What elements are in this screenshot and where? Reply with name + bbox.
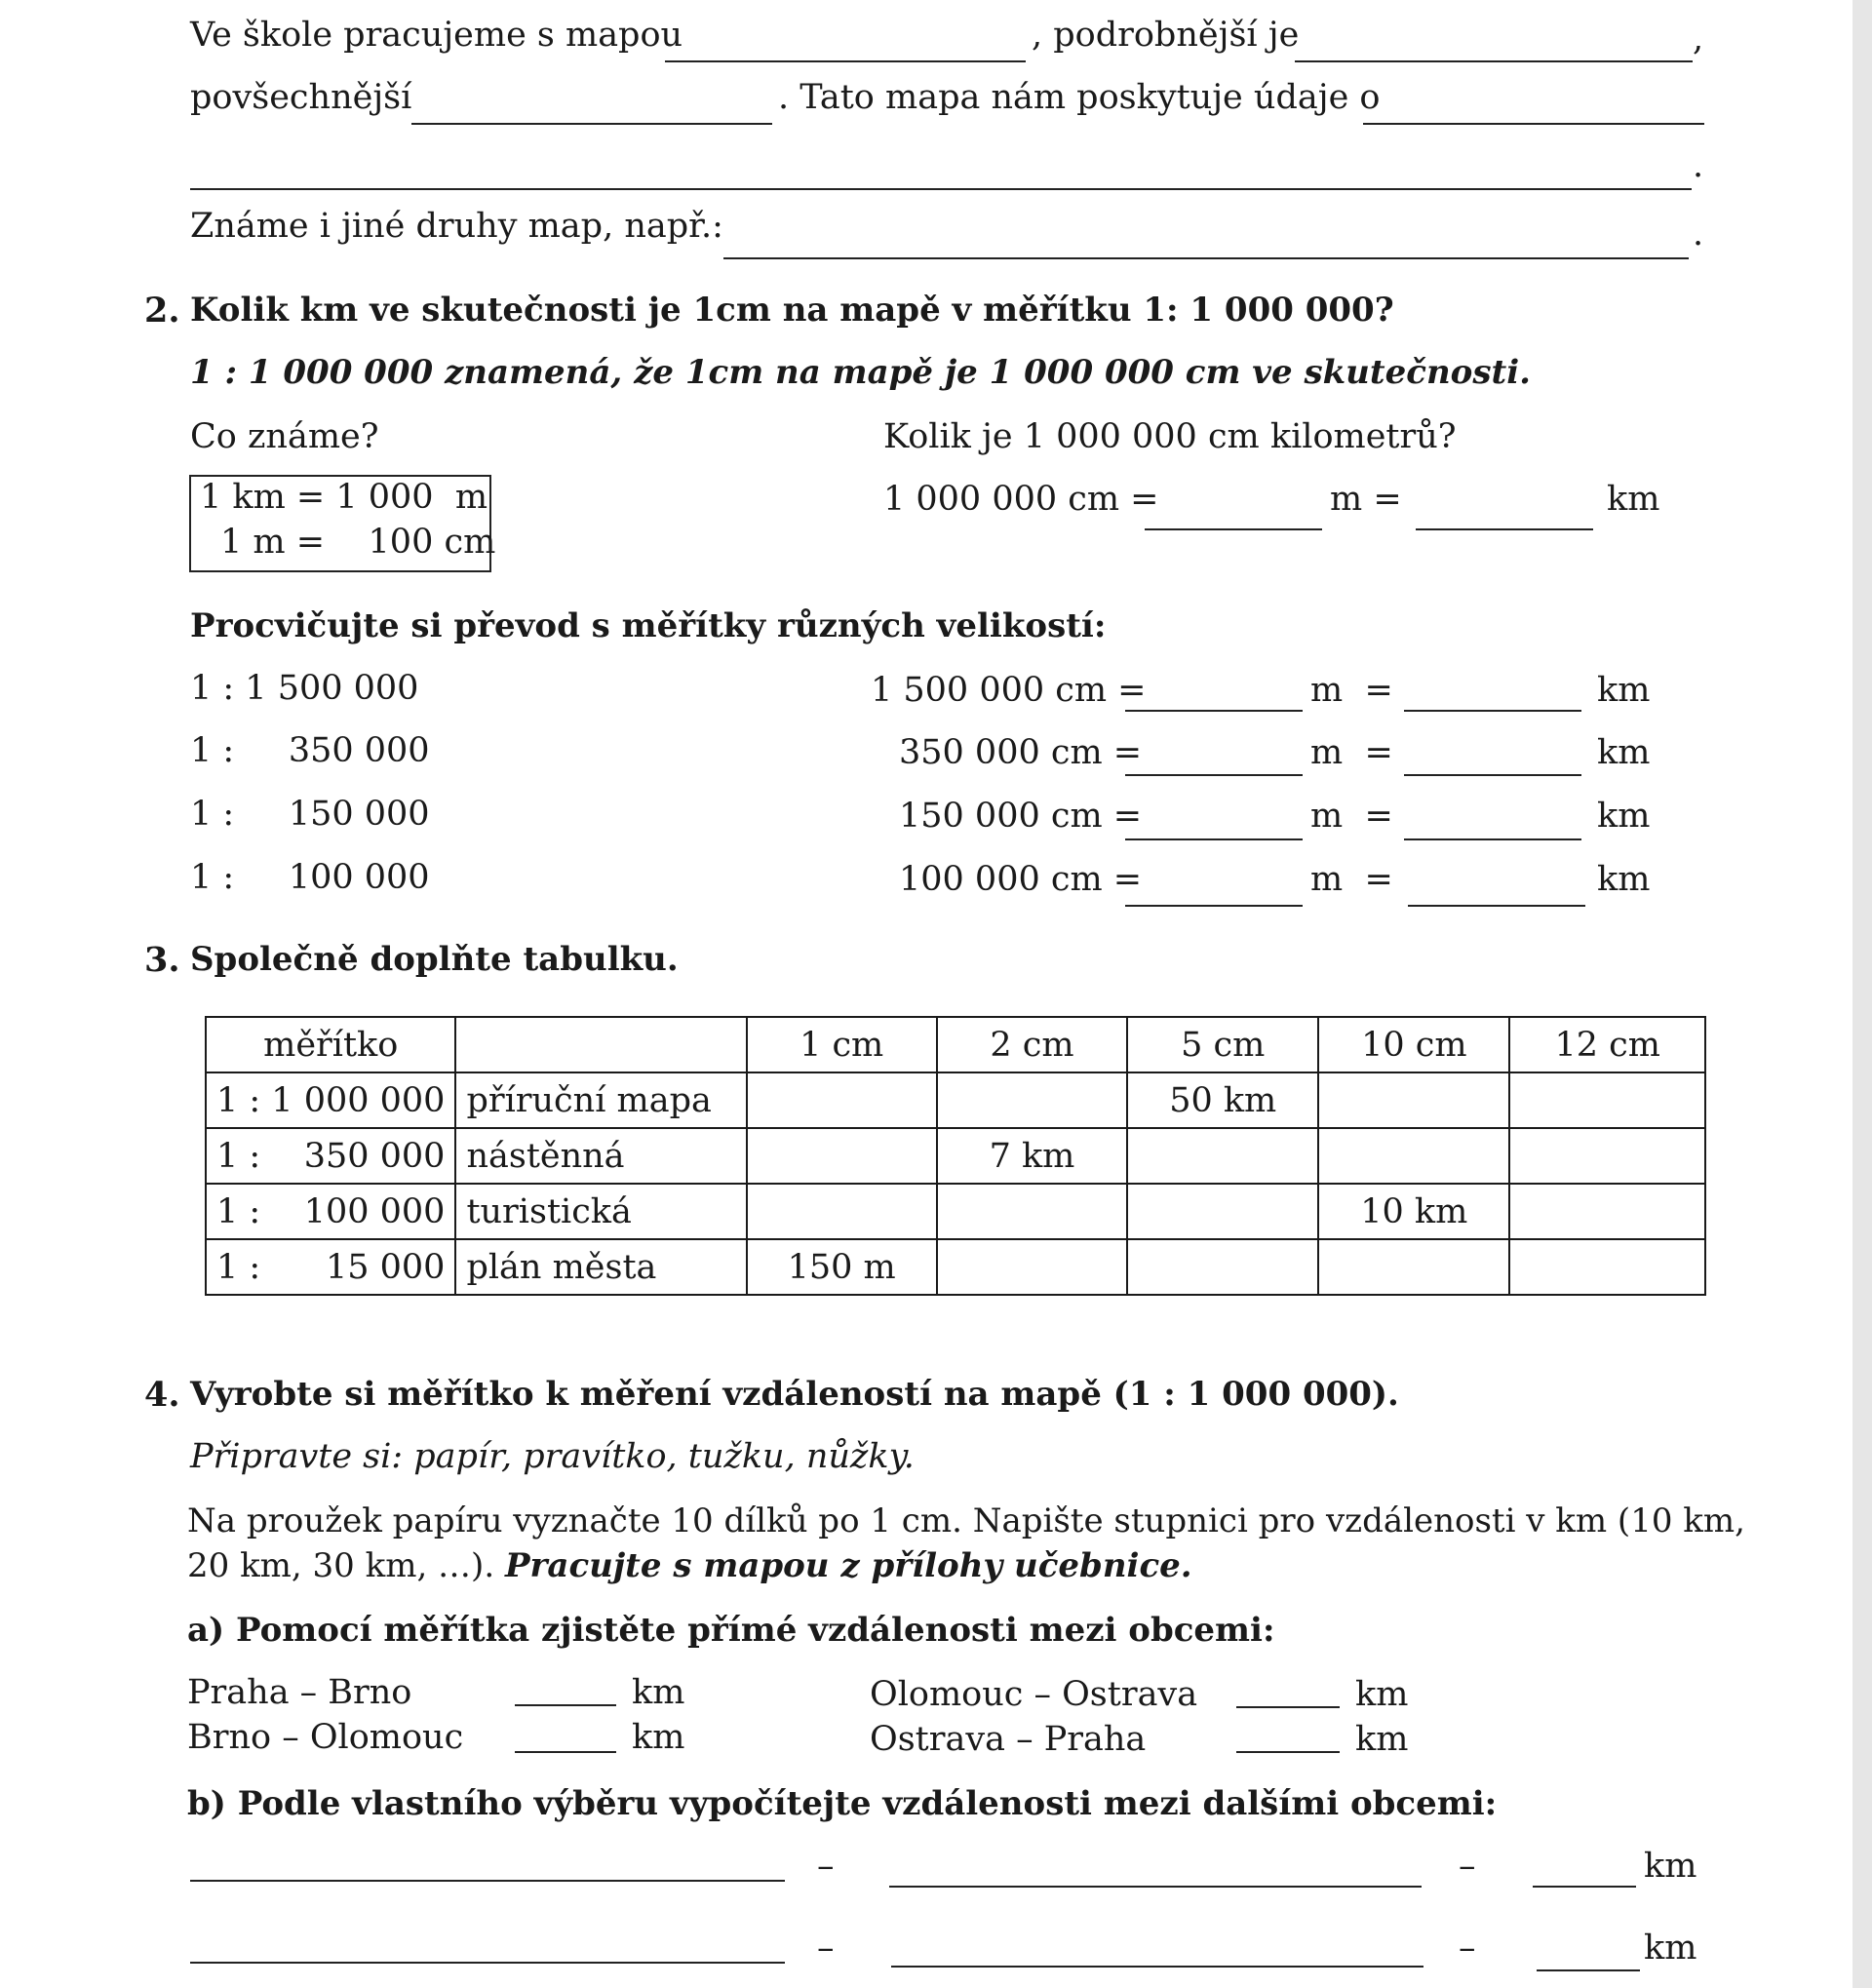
table-header-cell: 2 cm [937, 1017, 1127, 1072]
s2-practice-blank-km[interactable] [1404, 774, 1581, 776]
s4-pair-name: Praha – Brno [187, 1673, 412, 1712]
s4-number: 4. [144, 1375, 180, 1415]
table-row [206, 1128, 1705, 1184]
s4-b-unit: km [1644, 1847, 1697, 1886]
s2-explanation: 1 : 1 000 000 znamená, že 1cm na mapě je 1 000 000 cm ve skutečnosti. [190, 353, 1531, 392]
s2-box-line1: 1 km = 1 000 m [200, 478, 488, 517]
s4-b-blank-town1[interactable] [190, 1962, 785, 1964]
table-cell[interactable] [1318, 1128, 1509, 1184]
s2-practice-blank-km[interactable] [1404, 710, 1581, 712]
table-header-cell [455, 1017, 746, 1072]
table-cell[interactable] [1318, 1239, 1509, 1295]
s1-line3-end: . [1693, 146, 1704, 185]
table-cell-scale: 1 : 100 000 [206, 1184, 455, 1239]
s4-pair-unit: km [632, 1718, 685, 1757]
s4-pair-blank[interactable] [1236, 1751, 1340, 1753]
s2-blank-conv-m[interactable] [1145, 528, 1322, 530]
s2-practice-title: Procvičujte si převod s měřítky různých velikostí: [190, 606, 1107, 645]
s1-line2-text-b: . Tato mapa nám poskytuje údaje o [778, 78, 1381, 117]
s1-line4-text: Známe i jiné druhy map, např.: [190, 207, 723, 246]
s2-practice-scale: 1 : 1 500 000 [190, 669, 419, 708]
s2-box-line2: 1 m = 100 cm [220, 523, 496, 562]
table-cell[interactable] [1127, 1239, 1318, 1295]
table-cell[interactable]: 50 km [1127, 1072, 1318, 1128]
table-cell[interactable] [1509, 1184, 1705, 1239]
s2-practice-blank-m[interactable] [1125, 710, 1303, 712]
s2-practice-scale: 1 : 150 000 [190, 795, 430, 834]
s4-instruction-line1: Na proužek papíru vyznačte 10 dílků po 1 cm. Napište stupnici pro vzdálenosti v km (10 km, [187, 1501, 1745, 1540]
table-cell[interactable] [937, 1072, 1127, 1128]
table-header-cell: 5 cm [1127, 1017, 1318, 1072]
s1-blank-data[interactable] [1363, 123, 1704, 125]
table-header-row [206, 1017, 1705, 1072]
s1-blank-data-continued[interactable] [190, 188, 1692, 190]
s1-blank-other-maps[interactable] [723, 257, 1689, 259]
table-cell-scale: 1 : 15 000 [206, 1239, 455, 1295]
s2-practice-scale: 1 : 350 000 [190, 731, 430, 770]
s4-instruction-line2-b: Pracujte s mapou z přílohy učebnice. [504, 1546, 1192, 1585]
s2-conv-m: m = [1330, 480, 1402, 519]
table-cell[interactable] [747, 1072, 937, 1128]
s4-b-blank-distance[interactable] [1533, 1886, 1636, 1888]
s1-line2-text-a: povšechnější [190, 78, 412, 117]
s2-practice-cm: 100 000 cm = [899, 860, 1143, 899]
table-header-cell: 1 cm [747, 1017, 937, 1072]
s2-practice-blank-km[interactable] [1404, 838, 1581, 840]
table-cell[interactable] [1509, 1072, 1705, 1128]
page-edge-shadow [1852, 0, 1872, 1988]
scale-table [205, 1016, 1706, 1296]
table-row [206, 1239, 1705, 1295]
s4-pair-unit: km [1355, 1720, 1409, 1759]
s1-line1-text-a: Ve škole pracujeme s mapou [190, 16, 683, 55]
table-row [206, 1072, 1705, 1128]
s4-b-dash: – [1459, 1929, 1476, 1968]
s4-b-unit: km [1644, 1929, 1697, 1968]
s4-instruction-line2-a: 20 km, 30 km, …). [187, 1546, 495, 1585]
s4-b-blank-town1[interactable] [190, 1880, 785, 1882]
s2-blank-conv-km[interactable] [1416, 528, 1593, 530]
table-cell[interactable] [1318, 1072, 1509, 1128]
table-cell[interactable] [1127, 1128, 1318, 1184]
s2-practice-km: km [1597, 733, 1651, 772]
s2-conv-km: km [1607, 480, 1660, 519]
s2-practice-m: m = [1310, 860, 1393, 899]
s1-blank-general[interactable] [411, 123, 772, 125]
s4-instruction-line2 [187, 1546, 1192, 1585]
table-cell-map-type: příruční mapa [455, 1072, 746, 1128]
s2-practice-km: km [1597, 797, 1651, 836]
table-cell[interactable] [1509, 1239, 1705, 1295]
table-cell[interactable]: 10 km [1318, 1184, 1509, 1239]
table-cell-map-type: plán města [455, 1239, 746, 1295]
table-cell-map-type: nástěnná [455, 1128, 746, 1184]
s4-b-blank-town2[interactable] [891, 1966, 1424, 1968]
table-header-cell: 12 cm [1509, 1017, 1705, 1072]
s2-practice-cm: 1 500 000 cm = [871, 671, 1147, 710]
table-cell-map-type: turistická [455, 1184, 746, 1239]
table-cell[interactable] [937, 1184, 1127, 1239]
s4-pair-name: Brno – Olomouc [187, 1718, 464, 1757]
s2-practice-blank-m[interactable] [1125, 838, 1303, 840]
s1-line1-text-c: , [1693, 19, 1704, 58]
s2-number: 2. [144, 291, 180, 331]
table-header-cell: 10 cm [1318, 1017, 1509, 1072]
s2-practice-cm: 150 000 cm = [899, 797, 1143, 836]
s2-practice-km: km [1597, 671, 1651, 710]
table-header-cell: měřítko [206, 1017, 455, 1072]
s3-number: 3. [144, 940, 180, 980]
s1-line1-text-b: , podrobnější je [1032, 16, 1300, 55]
s4-pair-name: Olomouc – Ostrava [870, 1675, 1198, 1714]
s4-b-blank-town2[interactable] [889, 1886, 1422, 1888]
s2-question: Kolik km ve skutečnosti je 1cm na mapě v měřítku 1: 1 000 000? [190, 291, 1394, 330]
s1-blank-detailed[interactable] [1295, 60, 1693, 62]
table-cell[interactable]: 7 km [937, 1128, 1127, 1184]
s4-task-a: a) Pomocí měřítka zjistěte přímé vzdálenosti mezi obcemi: [187, 1611, 1275, 1650]
s4-task-b: b) Podle vlastního výběru vypočítejte vzdálenosti mezi dalšími obcemi: [187, 1784, 1498, 1823]
s2-practice-scale: 1 : 100 000 [190, 858, 430, 897]
s4-b-dash: – [1459, 1847, 1476, 1886]
s2-practice-blank-m[interactable] [1125, 774, 1303, 776]
table-cell[interactable] [747, 1184, 937, 1239]
s2-conv-cm: 1 000 000 cm = [883, 480, 1159, 519]
s2-practice-m: m = [1310, 671, 1393, 710]
s4-pair-blank[interactable] [1236, 1706, 1340, 1708]
s2-how-many-label: Kolik je 1 000 000 cm kilometrů? [883, 417, 1457, 456]
s4-pair-name: Ostrava – Praha [870, 1720, 1147, 1759]
table-cell-scale: 1 : 1 000 000 [206, 1072, 455, 1128]
table-cell[interactable] [747, 1128, 937, 1184]
s4-pair-unit: km [1355, 1675, 1409, 1714]
s4-pair-unit: km [632, 1673, 685, 1712]
s4-b-dash: – [817, 1847, 835, 1886]
s4-prepare: Připravte si: papír, pravítko, tužku, nůžky. [190, 1437, 915, 1476]
table-cell[interactable] [1509, 1128, 1705, 1184]
table-cell[interactable]: 150 m [747, 1239, 937, 1295]
s4-b-dash: – [817, 1929, 835, 1968]
s2-practice-km: km [1597, 860, 1651, 899]
s2-practice-m: m = [1310, 733, 1393, 772]
table-cell-scale: 1 : 350 000 [206, 1128, 455, 1184]
table-row [206, 1184, 1705, 1239]
s4-title: Vyrobte si měřítko k měření vzdáleností na mapě (1 : 1 000 000). [190, 1375, 1399, 1414]
s4-b-blank-distance[interactable] [1537, 1969, 1640, 1971]
s2-practice-blank-m[interactable] [1125, 905, 1303, 907]
s1-line4-end: . [1693, 214, 1704, 253]
s2-practice-m: m = [1310, 797, 1393, 836]
s4-pair-blank[interactable] [515, 1704, 616, 1706]
s2-practice-blank-km[interactable] [1408, 905, 1585, 907]
s4-pair-blank[interactable] [515, 1751, 616, 1753]
table-cell[interactable] [937, 1239, 1127, 1295]
s2-practice-cm: 350 000 cm = [899, 733, 1143, 772]
s2-known-label: Co známe? [190, 417, 379, 456]
s1-blank-map-type[interactable] [665, 60, 1026, 62]
s3-title: Společně doplňte tabulku. [190, 940, 679, 979]
table-cell[interactable] [1127, 1184, 1318, 1239]
